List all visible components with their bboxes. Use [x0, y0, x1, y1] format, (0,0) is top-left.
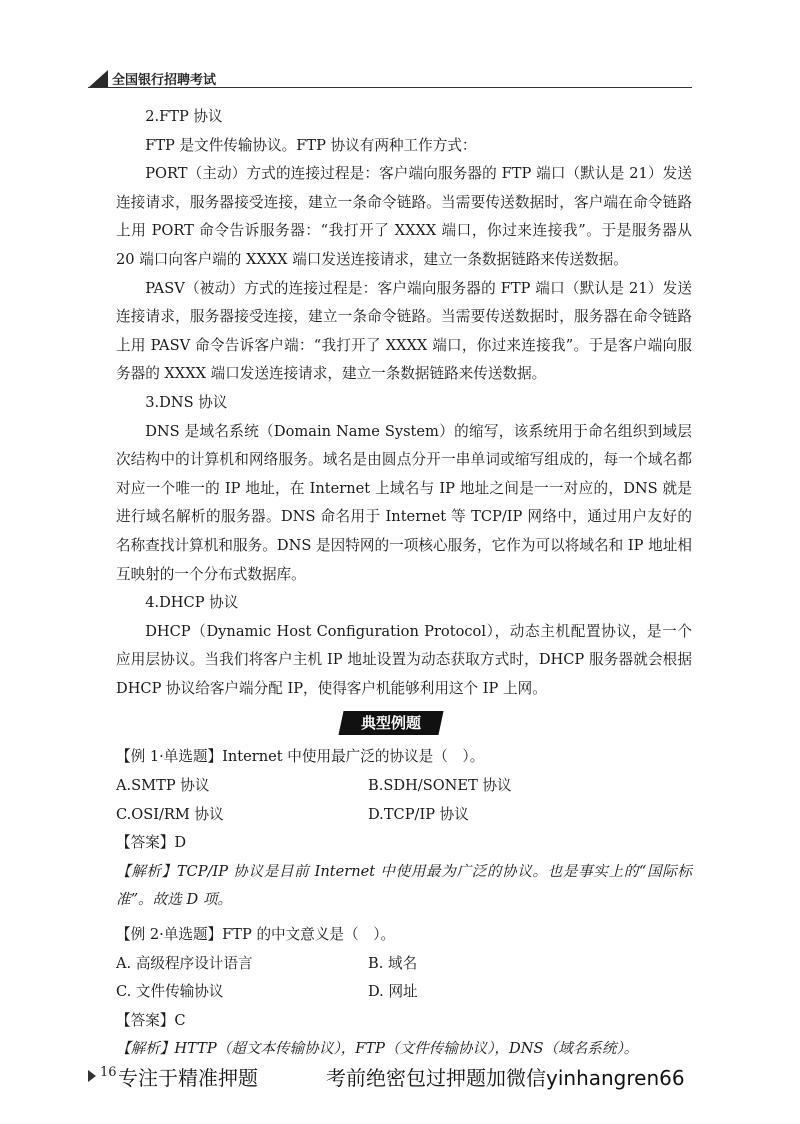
ftp-port-paragraph: PORT（主动）方式的连接过程是：客户端向服务器的 FTP 端口（默认是 21）发送连接请求，服务器接受连接，建立一条命令链路。当需要传送数据时，客户端在命令链路上用 PORT 命令告诉服务器：“我打开了 XXXX 端口，你过来连接我”。于是服务器从 20 端口向客户端的 XXXX 端口发送连接请求，建立一条数据链路来传送数据。 [116, 165, 692, 268]
example-1-options-row-2 [116, 801, 692, 830]
header-title: 全国银行招聘考试 [112, 73, 217, 88]
page-footer [88, 1062, 708, 1090]
example-2-answer: 【答案】C [116, 1011, 186, 1029]
example-2-explanation: 【解析】HTTP（超文本传输协议），FTP（文件传输协议），DNS（域名系统）。 [116, 1040, 639, 1058]
examples-banner-label: 典型例题 [360, 714, 421, 733]
footer-left-text: 专注于精准押题 [118, 1066, 258, 1090]
example-2-option-a: A. 高级程序设计语言 [116, 954, 253, 972]
ftp-heading: 2.FTP 协议 [145, 108, 223, 125]
example-2-options-row-2 [116, 978, 692, 1007]
example-1-option-b: B.SDH/SONET 协议 [368, 777, 512, 795]
header-rule [88, 87, 692, 88]
example-2-question: 【例 2·单选题】FTP 的中文意义是（ ）。 [116, 926, 396, 944]
examples-banner-box [338, 711, 443, 735]
example-1-options-row-1 [116, 772, 692, 801]
example-2-option-d: D. 网址 [368, 983, 418, 1001]
example-1-explanation: 【解析】TCP/IP 协议是目前 Internet 中使用最为广泛的协议。也是事实上的“国际标准”。故选 D 项。 [116, 862, 692, 909]
example-1-question: 【例 1·单选题】Internet 中使用最广泛的协议是（ ）。 [116, 748, 485, 766]
dhcp-heading: 4.DHCP 协议 [145, 594, 239, 612]
examples-banner [116, 711, 692, 737]
example-1-option-d: D.TCP/IP 协议 [368, 805, 469, 823]
example-2-option-b: B. 域名 [368, 954, 418, 972]
header-triangle-icon [88, 70, 108, 88]
example-2-options-row-1 [116, 950, 692, 979]
example-1-option-a: A.SMTP 协议 [116, 777, 210, 795]
example-2-option-c: C. 文件传输协议 [116, 983, 224, 1001]
example-1-answer: 【答案】D [116, 834, 187, 852]
dns-heading: 3.DNS 协议 [145, 393, 228, 411]
page-content [116, 103, 692, 1064]
page-number: 16 [100, 1065, 117, 1080]
page-header [88, 62, 692, 90]
footer-triangle-icon [88, 1070, 96, 1082]
dns-paragraph: DNS 是域名系统（Domain Name System）的缩写，该系统用于命名组织到域层次结构中的计算机和网络服务。域名是由圆点分开一串单词或缩写组成的，每一个域名都对应一个唯一的 IP 地址，在 Internet 上域名与 IP 地址之间是一一对应的，DNS 就是进行域名解析的服务器。DNS 命名用于 Internet 等 TCP/IP 网络中，通过用户友好的名称查找计算机和服务。DNS 是因特网的一项核心服务，它作为可以将域名和 IP 地址相互映射的一个分布式数据库。 [116, 422, 692, 583]
example-1-option-c: C.OSI/RM 协议 [116, 805, 224, 823]
ftp-intro: FTP 是文件传输协议。FTP 协议有两种工作方式： [145, 136, 477, 154]
footer-right-text: 考前绝密包过押题加微信yinhangren66 [326, 1066, 685, 1090]
dhcp-paragraph: DHCP（Dynamic Host Configuration Protocol），动态主机配置协议，是一个应用层协议。当我们将客户主机 IP 地址设置为动态获取方式时，DHCP 服务器就会根据 DHCP 协议给客户端分配 IP，使得客户机能够利用这个 IP 上网。 [116, 622, 692, 697]
ftp-pasv-paragraph: PASV（被动）方式的连接过程是：客户端向服务器的 FTP 端口（默认是 21）发送连接请求，服务器接受连接，建立一条命令链路。当需要传送数据时，服务器在命令链路上用 PASV 命令告诉客户端：“我打开了 XXXX 端口，你过来连接我”。于是客户端向服务器的 XXXX 端口发送连接请求，建立一条数据链路来传送数据。 [116, 279, 692, 383]
